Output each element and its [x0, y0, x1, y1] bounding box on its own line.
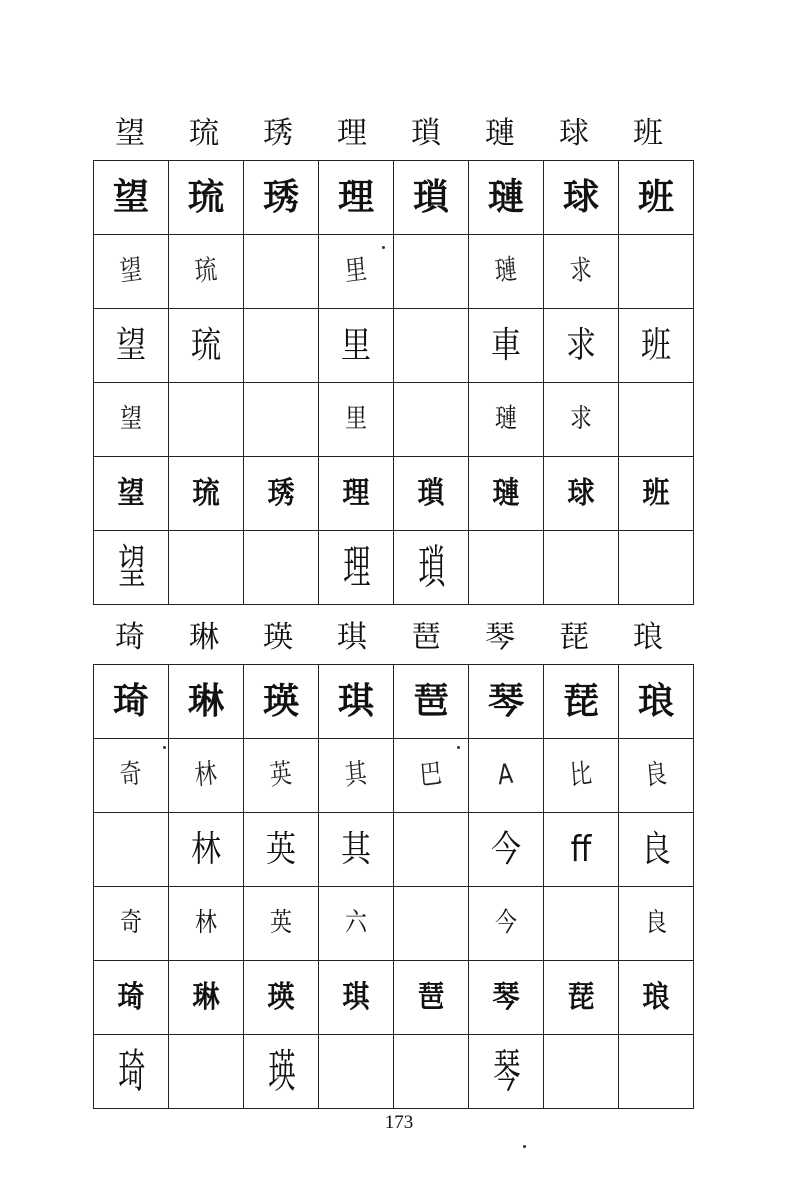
glyph-form: 其 — [343, 757, 369, 792]
glyph-cell — [319, 531, 394, 605]
glyph-cell — [544, 887, 619, 961]
glyph-cell — [169, 1035, 244, 1109]
glyph-form: 瑛 — [267, 979, 295, 1015]
glyph-cell — [244, 961, 319, 1035]
glyph-cell — [619, 383, 694, 457]
header-row — [93, 612, 685, 664]
glyph-cell — [169, 235, 244, 309]
glyph-row — [94, 309, 694, 383]
glyph-form: 求 — [568, 253, 594, 288]
glyph-cell — [544, 961, 619, 1035]
scan-speck — [457, 746, 460, 749]
glyph-cell — [244, 531, 319, 605]
glyph-row — [94, 813, 694, 887]
glyph-cell — [394, 887, 469, 961]
glyph-form: 里 — [343, 253, 369, 288]
glyph-cell — [169, 457, 244, 531]
glyph-cell — [469, 457, 544, 531]
glyph-cell — [469, 1035, 544, 1109]
glyph-form: 六 — [344, 907, 367, 938]
character-section-1 — [93, 108, 685, 605]
glyph-cell — [244, 887, 319, 961]
glyph-cell — [394, 235, 469, 309]
header-row — [93, 108, 685, 160]
glyph-cell — [544, 457, 619, 531]
glyph-form: 球 — [567, 475, 595, 511]
glyph-cell — [544, 161, 619, 235]
glyph-form: 班 — [641, 323, 671, 366]
glyph-form: 琉 — [192, 475, 220, 511]
glyph-cell — [394, 1035, 469, 1109]
glyph-form: 理 — [343, 540, 369, 595]
page-number: 173 — [384, 1112, 414, 1133]
glyph-cell — [319, 665, 394, 739]
header-char: 瑣 — [411, 116, 441, 151]
glyph-cell — [319, 739, 394, 813]
glyph-cell — [244, 1035, 319, 1109]
glyph-cell — [169, 665, 244, 739]
header-char: 琦 — [115, 620, 145, 655]
glyph-cell — [94, 813, 169, 887]
glyph-form: 琴 — [492, 979, 520, 1015]
glyph-form: 巴 — [418, 757, 444, 792]
glyph-cell — [394, 457, 469, 531]
glyph-form: 琅 — [637, 680, 674, 722]
glyph-form: 望 — [116, 323, 146, 366]
glyph-cell — [469, 813, 544, 887]
glyph-form: 望 — [118, 253, 144, 288]
glyph-form: ff — [570, 827, 592, 870]
header-char: 琳 — [189, 620, 219, 655]
glyph-cell — [319, 161, 394, 235]
glyph-cell — [619, 309, 694, 383]
glyph-form: 望 — [119, 403, 142, 434]
glyph-cell — [94, 383, 169, 457]
glyph-cell — [94, 739, 169, 813]
glyph-cell — [469, 235, 544, 309]
glyph-row — [94, 235, 694, 309]
glyph-cell — [394, 309, 469, 383]
glyph-form: 琶 — [412, 680, 449, 722]
glyph-form: 良 — [641, 827, 671, 870]
glyph-cell — [469, 887, 544, 961]
header-char: 琴 — [485, 620, 515, 655]
header-char: 琪 — [337, 620, 367, 655]
glyph-form: 今 — [491, 827, 521, 870]
glyph-form: 琴 — [493, 1044, 519, 1099]
glyph-cell — [244, 813, 319, 887]
glyph-cell — [394, 383, 469, 457]
glyph-form: 瑣 — [418, 540, 444, 595]
header-char: 琶 — [411, 620, 441, 655]
glyph-form: 求 — [569, 403, 592, 434]
glyph-cell — [319, 383, 394, 457]
glyph-cell — [469, 309, 544, 383]
scan-speck — [523, 1145, 526, 1148]
glyph-form: 琶 — [417, 979, 445, 1015]
glyph-cell — [469, 961, 544, 1035]
glyph-row — [94, 531, 694, 605]
glyph-form: 奇 — [118, 757, 144, 792]
glyph-cell — [319, 887, 394, 961]
glyph-form: 車 — [491, 323, 521, 366]
glyph-cell — [169, 309, 244, 383]
glyph-cell — [544, 665, 619, 739]
header-char: 瑛 — [263, 620, 293, 655]
glyph-cell — [94, 235, 169, 309]
glyph-form: 琉 — [193, 253, 219, 288]
glyph-form: 琪 — [337, 680, 374, 722]
glyph-form: 琳 — [192, 979, 220, 1015]
glyph-form: 里 — [344, 403, 367, 434]
glyph-cell — [169, 739, 244, 813]
glyph-form: 璉 — [494, 403, 517, 434]
glyph-form: 琳 — [187, 680, 224, 722]
glyph-form: 望 — [118, 540, 144, 595]
glyph-cell — [94, 309, 169, 383]
glyph-form: 琅 — [642, 979, 670, 1015]
glyph-cell — [94, 961, 169, 1035]
glyph-row — [94, 887, 694, 961]
glyph-cell — [469, 531, 544, 605]
glyph-cell — [169, 161, 244, 235]
glyph-cell — [394, 531, 469, 605]
glyph-cell — [619, 1035, 694, 1109]
glyph-cell — [319, 309, 394, 383]
glyph-cell — [94, 887, 169, 961]
glyph-form: 琦 — [117, 979, 145, 1015]
glyph-cell — [394, 961, 469, 1035]
glyph-cell — [94, 665, 169, 739]
glyph-cell — [169, 531, 244, 605]
glyph-cell — [544, 531, 619, 605]
glyph-cell — [394, 813, 469, 887]
glyph-row — [94, 961, 694, 1035]
glyph-form: 望 — [112, 176, 149, 218]
header-char: 班 — [633, 116, 663, 151]
scan-speck — [382, 246, 385, 249]
glyph-cell — [244, 161, 319, 235]
glyph-form: 瑛 — [268, 1044, 294, 1099]
glyph-cell — [619, 813, 694, 887]
header-char: 琵 — [559, 620, 589, 655]
glyph-cell — [319, 1035, 394, 1109]
glyph-cell — [169, 813, 244, 887]
glyph-form: 林 — [191, 827, 221, 870]
glyph-cell — [244, 383, 319, 457]
glyph-cell — [469, 665, 544, 739]
header-char: 琉 — [189, 116, 219, 151]
glyph-cell — [169, 887, 244, 961]
glyph-cell — [244, 457, 319, 531]
glyph-cell — [394, 161, 469, 235]
glyph-form: 琉 — [191, 323, 221, 366]
glyph-cell — [619, 161, 694, 235]
glyph-cell — [469, 161, 544, 235]
glyph-form: 英 — [266, 827, 296, 870]
glyph-row — [94, 383, 694, 457]
glyph-cell — [244, 235, 319, 309]
glyph-cell — [319, 813, 394, 887]
glyph-cell — [169, 961, 244, 1035]
glyph-cell — [319, 457, 394, 531]
glyph-cell — [544, 813, 619, 887]
glyph-form: 英 — [269, 907, 292, 938]
glyph-form: 求 — [566, 323, 596, 366]
glyph-cell — [169, 383, 244, 457]
glyph-form: 琇 — [267, 475, 295, 511]
glyph-cell — [544, 383, 619, 457]
glyph-cell — [619, 457, 694, 531]
glyph-form: 望 — [117, 475, 145, 511]
glyph-form: 琉 — [187, 176, 224, 218]
glyph-form: 良 — [643, 757, 669, 792]
glyph-row — [94, 665, 694, 739]
glyph-form: 班 — [637, 176, 674, 218]
glyph-form: 今 — [494, 907, 517, 938]
glyph-form: 琪 — [342, 979, 370, 1015]
glyph-cell — [469, 383, 544, 457]
header-char: 琅 — [633, 620, 663, 655]
glyph-cell — [244, 665, 319, 739]
glyph-form: 比 — [568, 757, 594, 792]
header-char: 望 — [115, 116, 145, 151]
glyph-table — [93, 160, 694, 605]
glyph-cell — [94, 457, 169, 531]
glyph-cell — [394, 739, 469, 813]
glyph-form: 瑛 — [262, 680, 299, 722]
glyph-table — [93, 664, 694, 1109]
glyph-cell — [544, 1035, 619, 1109]
glyph-form: 瑣 — [417, 475, 445, 511]
glyph-cell — [394, 665, 469, 739]
glyph-form: 理 — [337, 176, 374, 218]
glyph-form: 良 — [644, 907, 667, 938]
glyph-cell — [619, 531, 694, 605]
glyph-form: 琵 — [567, 979, 595, 1015]
glyph-form: 奇 — [119, 907, 142, 938]
glyph-cell — [469, 739, 544, 813]
glyph-form: 林 — [193, 757, 219, 792]
glyph-form: 琇 — [262, 176, 299, 218]
glyph-cell — [619, 235, 694, 309]
glyph-cell — [244, 309, 319, 383]
header-char: 理 — [337, 116, 367, 151]
glyph-cell — [94, 1035, 169, 1109]
glyph-cell — [619, 739, 694, 813]
glyph-form: 璉 — [487, 176, 524, 218]
glyph-cell — [544, 309, 619, 383]
glyph-cell — [544, 235, 619, 309]
glyph-cell — [619, 665, 694, 739]
glyph-form: 球 — [562, 176, 599, 218]
glyph-cell — [544, 739, 619, 813]
glyph-form: 班 — [642, 475, 670, 511]
header-char: 球 — [559, 116, 589, 151]
header-char: 璉 — [485, 116, 515, 151]
glyph-form: 英 — [268, 757, 294, 792]
glyph-row — [94, 457, 694, 531]
glyph-form: 林 — [194, 907, 217, 938]
glyph-form: 里 — [341, 323, 371, 366]
character-section-2 — [93, 612, 685, 1109]
glyph-cell — [94, 161, 169, 235]
glyph-row — [94, 1035, 694, 1109]
glyph-form: 理 — [342, 475, 370, 511]
glyph-cell — [619, 961, 694, 1035]
header-char: 琇 — [263, 116, 293, 151]
glyph-form: 璉 — [493, 253, 519, 288]
glyph-form: 琵 — [562, 680, 599, 722]
glyph-cell — [619, 887, 694, 961]
glyph-form: 瑣 — [412, 176, 449, 218]
glyph-row — [94, 161, 694, 235]
glyph-cell — [319, 961, 394, 1035]
glyph-cell — [94, 531, 169, 605]
glyph-form: 琦 — [112, 680, 149, 722]
glyph-form: 其 — [341, 827, 371, 870]
glyph-form: A — [497, 758, 515, 792]
scan-speck — [163, 746, 166, 749]
glyph-cell — [244, 739, 319, 813]
glyph-form: 琦 — [118, 1044, 144, 1099]
glyph-row — [94, 739, 694, 813]
glyph-form: 璉 — [492, 475, 520, 511]
glyph-form: 琴 — [487, 680, 524, 722]
